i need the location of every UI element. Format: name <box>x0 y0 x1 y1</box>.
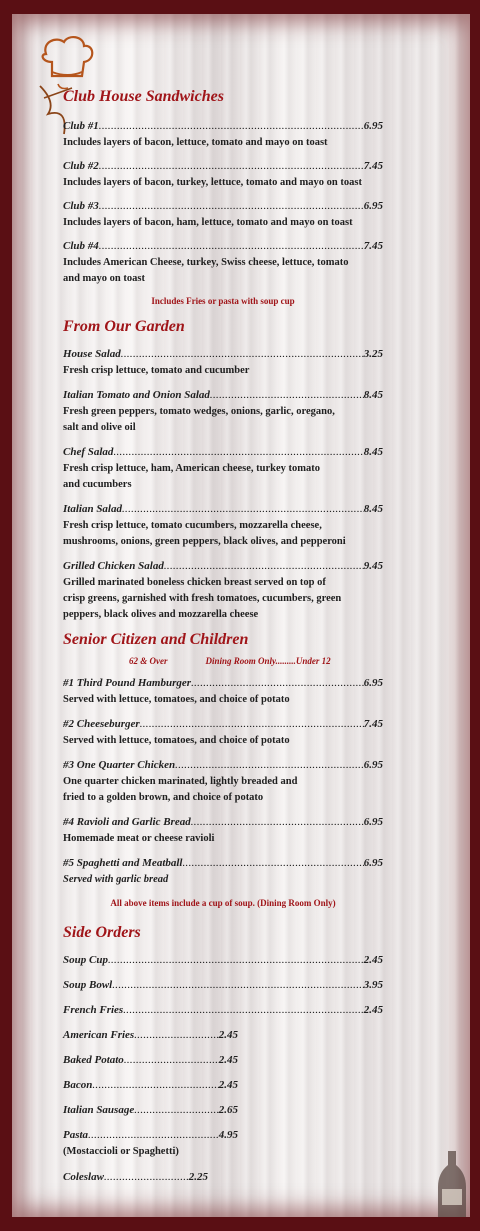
menu-item-senior-5 <box>63 855 383 888</box>
item-name: Pasta <box>63 1129 89 1141</box>
item-name: Club #3 <box>63 200 99 212</box>
item-price: 3.95 <box>363 979 383 991</box>
item-price: 2.65 <box>218 1104 238 1116</box>
dot-leader <box>99 198 364 214</box>
item-desc: Fresh crisp lettuce, ham, American cheese, turkey tomato <box>63 463 320 474</box>
item-price: 8.45 <box>363 446 383 458</box>
menu-item-senior-3 <box>63 757 383 806</box>
dot-leader <box>113 444 363 460</box>
item-desc: Fresh crisp lettuce, tomato cucumbers, mozzarella cheese, <box>63 520 322 531</box>
menu-item-club-2 <box>63 158 383 191</box>
dot-leader <box>123 1002 364 1018</box>
item-price: 6.95 <box>363 857 383 869</box>
item-name: Soup Cup <box>63 954 108 966</box>
menu-item-italian-salad <box>63 501 383 550</box>
item-name: #1 Third Pound Hamburger <box>63 677 192 689</box>
dot-leader <box>121 346 364 362</box>
menu-item-senior-2 <box>63 716 383 749</box>
item-name: French Fries <box>63 1004 124 1016</box>
menu-item-baked-potato <box>63 1052 238 1068</box>
dot-leader <box>134 1102 219 1118</box>
menu-item-bacon <box>63 1077 238 1093</box>
dot-leader <box>99 238 364 254</box>
dot-leader <box>191 675 364 691</box>
item-price: 7.45 <box>363 240 383 252</box>
item-name: #5 Spaghetti and Meatball <box>63 857 183 869</box>
item-price: 2.45 <box>218 1054 238 1066</box>
item-name: Italian Tomato and Onion Salad <box>63 389 210 401</box>
dot-leader <box>99 158 364 174</box>
dot-leader <box>191 814 364 830</box>
item-desc: Includes layers of bacon, lettuce, tomato and mayo on toast <box>63 137 328 148</box>
item-price: 2.25 <box>188 1171 208 1183</box>
dot-leader <box>112 977 364 993</box>
section-title-garden: From Our Garden <box>63 318 185 335</box>
senior-age-label: 62 & Over <box>129 656 168 666</box>
item-name: American Fries <box>63 1029 135 1041</box>
dot-leader <box>210 387 364 403</box>
item-name: Club #2 <box>63 160 99 172</box>
dot-leader <box>88 1127 219 1143</box>
item-name: Chef Salad <box>63 446 114 458</box>
menu-content <box>63 86 383 1185</box>
dot-leader <box>183 855 364 871</box>
section-note-senior: All above items include a cup of soup. (Dining Room Only) <box>110 898 336 908</box>
item-desc: (Mostaccioli or Spaghetti) <box>63 1146 179 1157</box>
item-desc: Served with lettuce, tomatoes, and choice of potato <box>63 694 290 705</box>
item-price: 7.45 <box>363 718 383 730</box>
item-name: Grilled Chicken Salad <box>63 560 164 572</box>
item-desc: salt and olive oil <box>63 422 136 433</box>
item-desc: Grilled marinated boneless chicken breast served on top of <box>63 577 326 588</box>
menu-page <box>12 14 470 1217</box>
item-price: 6.95 <box>363 120 383 132</box>
item-price: 6.95 <box>363 200 383 212</box>
item-price: 7.45 <box>363 160 383 172</box>
item-name: Soup Bowl <box>63 979 113 991</box>
item-name: House Salad <box>63 348 121 360</box>
item-name: Club #4 <box>63 240 99 252</box>
item-price: 6.95 <box>363 759 383 771</box>
item-desc: peppers, black olives and mozzarella cheese <box>63 609 259 620</box>
menu-item-club-3 <box>63 198 383 231</box>
item-price: 8.45 <box>363 503 383 515</box>
menu-item-american-fries <box>63 1027 238 1043</box>
item-desc: Served with garlic bread <box>63 874 169 885</box>
item-desc: mushrooms, onions, green peppers, black olives, and pepperoni <box>63 536 346 547</box>
section-title-sides: Side Orders <box>63 924 141 941</box>
bottle-icon <box>434 1147 470 1217</box>
item-price: 4.95 <box>218 1129 238 1141</box>
item-desc: Includes American Cheese, turkey, Swiss cheese, lettuce, tomato <box>63 257 349 268</box>
dot-leader <box>175 757 364 773</box>
senior-subtitle <box>63 651 383 671</box>
item-desc: and cucumbers <box>63 479 132 490</box>
menu-item-senior-1 <box>63 675 383 708</box>
dot-leader <box>99 118 364 134</box>
item-desc: Served with lettuce, tomatoes, and choice of potato <box>63 735 290 746</box>
dot-leader <box>92 1077 218 1093</box>
item-desc: Includes layers of bacon, ham, lettuce, tomato and mayo on toast <box>63 217 353 228</box>
item-price: 8.45 <box>363 389 383 401</box>
dot-leader <box>124 1052 219 1068</box>
menu-item-chef-salad <box>63 444 383 493</box>
item-price: 2.45 <box>218 1079 238 1091</box>
dot-leader <box>122 501 364 517</box>
item-price: 6.95 <box>363 677 383 689</box>
item-name: Coleslaw <box>63 1171 104 1183</box>
menu-item-soup-bowl <box>63 977 383 993</box>
item-name: #3 One Quarter Chicken <box>63 759 176 771</box>
item-name: Bacon <box>63 1079 93 1091</box>
item-price: 6.95 <box>363 816 383 828</box>
item-price: 3.25 <box>363 348 383 360</box>
menu-item-pasta <box>63 1127 238 1160</box>
item-desc: Fresh green peppers, tomato wedges, onions, garlic, oregano, <box>63 406 335 417</box>
menu-item-senior-4 <box>63 814 383 847</box>
menu-item-grilled-chicken-salad <box>63 558 383 623</box>
menu-item-french-fries <box>63 1002 383 1018</box>
menu-item-soup-cup <box>63 952 383 968</box>
item-desc: Homemade meat or cheese ravioli <box>63 833 215 844</box>
item-desc: crisp greens, garnished with fresh tomatoes, cucumbers, green <box>63 593 342 604</box>
dot-leader <box>134 1027 219 1043</box>
menu-item-italian-sausage <box>63 1102 238 1118</box>
item-name: #2 Cheeseburger <box>63 718 140 730</box>
item-price: 2.45 <box>218 1029 238 1041</box>
item-name: Italian Salad <box>63 503 122 515</box>
item-price: 2.45 <box>363 954 383 966</box>
item-desc: fried to a golden brown, and choice of potato <box>63 792 264 803</box>
item-name: Club #1 <box>63 120 99 132</box>
dot-leader <box>108 952 364 968</box>
item-desc: and mayo on toast <box>63 273 145 284</box>
menu-item-italian-tomato <box>63 387 383 436</box>
menu-item-club-4 <box>63 238 383 287</box>
item-name: Baked Potato <box>63 1054 124 1066</box>
item-price: 2.45 <box>363 1004 383 1016</box>
item-name: #4 Ravioli and Garlic Bread <box>63 816 191 828</box>
item-desc: Fresh crisp lettuce, tomato and cucumber <box>63 365 250 376</box>
menu-item-club-1 <box>63 118 383 151</box>
menu-item-coleslaw <box>63 1169 208 1185</box>
section-note-club: Includes Fries or pasta with soup cup <box>151 296 295 306</box>
section-title-senior: Senior Citizen and Children <box>63 631 249 648</box>
item-desc: Includes layers of bacon, turkey, lettuce, tomato and mayo on toast <box>63 177 362 188</box>
item-desc: One quarter chicken marinated, lightly breaded and <box>63 776 298 787</box>
dot-leader <box>164 558 364 574</box>
section-title-club: Club House Sandwiches <box>63 88 224 105</box>
menu-item-house-salad <box>63 346 383 379</box>
children-age-label: Dining Room Only.........Under 12 <box>205 656 331 666</box>
item-name: Italian Sausage <box>63 1104 135 1116</box>
dot-leader <box>104 1169 189 1185</box>
item-price: 9.45 <box>363 560 383 572</box>
dot-leader <box>140 716 364 732</box>
